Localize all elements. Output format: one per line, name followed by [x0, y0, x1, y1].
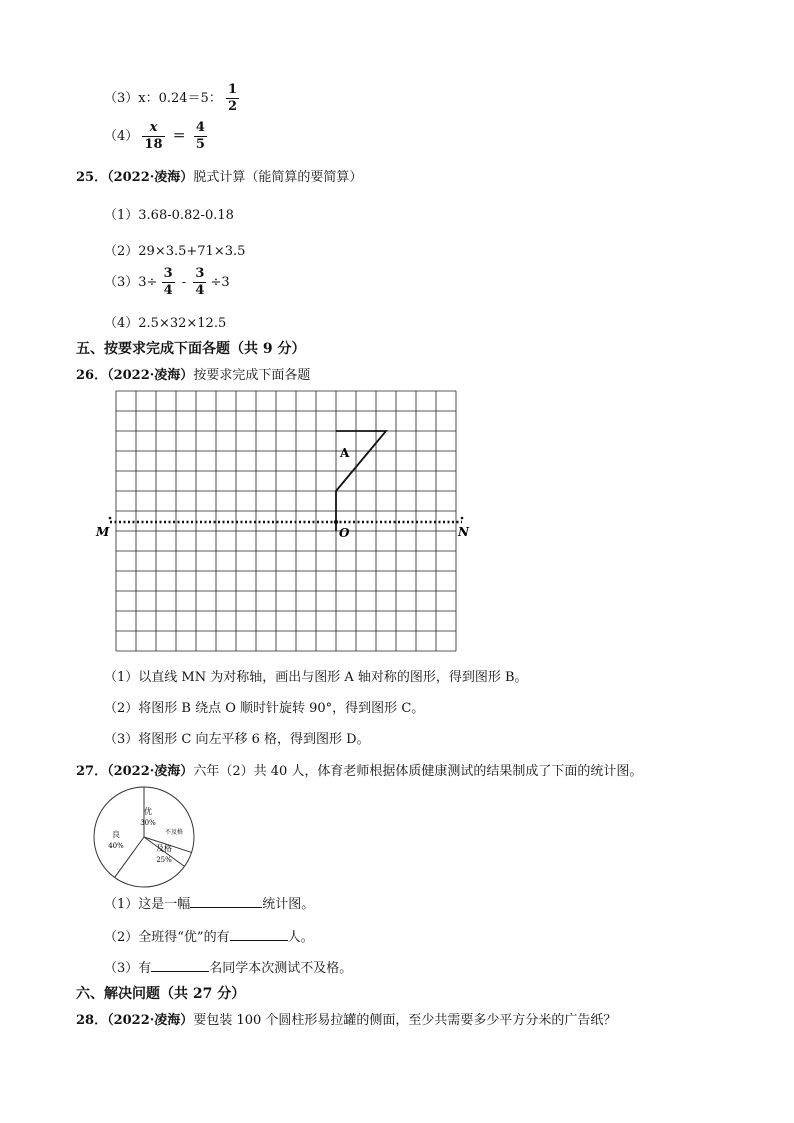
point-o: [334, 520, 338, 524]
fraction: $\frac{3}{4}$: [195, 266, 205, 298]
question-title: 按要求完成下面各题: [193, 368, 311, 383]
q26-heading: [76, 364, 310, 383]
question-source: （2022·凌海）: [107, 170, 194, 185]
q26-item2: （2）将图形 B 绕点 O 顺时针旋转 90°，得到图形 C。: [104, 701, 425, 716]
q26-item3: （3）将图形 C 向左平移 6 格，得到图形 D。: [104, 732, 370, 747]
question-number: 25．: [76, 170, 108, 185]
slice-label-pass: 及格: [156, 844, 172, 853]
label-n: N: [458, 525, 469, 539]
question-title: 六年（2）共 40 人，体育老师根据体质健康测试的结果制成了下面的统计图。: [193, 764, 643, 779]
slice-pct-excellent: 30%: [140, 819, 156, 827]
question-source: （2022·凌海）: [107, 764, 194, 779]
label-a: A: [340, 446, 350, 460]
q25-item4: （4）2.5×32×12.5: [104, 316, 227, 331]
question-title: 脱式计算（能简算的要简算）: [193, 170, 363, 185]
question-title: 要包装 100 个圆柱形易拉罐的侧面，至少共需要多少平方分米的广告纸？: [193, 1013, 617, 1028]
point-n: [461, 517, 464, 520]
section-title: 六、解决问题（共 27 分）: [76, 986, 246, 1002]
q24-item3-label: （3）x：0.24＝5：: [104, 91, 222, 106]
question-source: （2022·凌海）: [107, 1013, 194, 1028]
question-source: （2022·凌海）: [107, 368, 194, 383]
slice-label-good: 良: [112, 830, 120, 839]
fraction: $\frac{4}{5}$: [195, 120, 205, 152]
label-m: M: [96, 525, 110, 539]
q25-item3: （3）3÷ $\frac{3}{4}$ - $\frac{3}{4}$ ÷3: [104, 266, 230, 298]
q24-item3: [104, 82, 239, 116]
question-number: 28．: [76, 1013, 108, 1028]
q27-item2: （2）全班得“优”的有 人。: [104, 926, 314, 945]
slice-label-excellent: 优: [144, 807, 152, 816]
q26-item1: （1）以直线 MN 为对称轴，画出与图形 A 轴对称的图形，得到图形 B。: [104, 670, 528, 685]
slice-label-fail: 不及格: [164, 829, 184, 836]
answer-blank[interactable]: [151, 958, 209, 972]
q25-item1: （1）3.68-0.82-0.18: [104, 208, 234, 223]
pie-chart: [92, 785, 196, 889]
q27-item1: （1）这是一幅 统计图。: [104, 893, 314, 912]
grid-figure: [90, 385, 480, 660]
point-m: [109, 517, 112, 520]
q25-heading: [76, 166, 362, 185]
answer-blank[interactable]: [190, 894, 262, 908]
slice-pct-pass: 25%: [156, 856, 172, 864]
section-title: 五、按要求完成下面各题（共 9 分）: [76, 341, 306, 357]
label-o: O: [339, 526, 350, 540]
question-number: 27．: [76, 764, 108, 779]
q28-heading: [76, 1009, 616, 1028]
fraction: $\frac{3}{4}$: [163, 266, 173, 298]
q27-heading: [76, 760, 642, 779]
answer-blank[interactable]: [230, 927, 288, 941]
fraction: $\frac{x}{18}$: [144, 120, 163, 152]
q27-item3: （3）有 名同学本次测试不及格。: [104, 957, 352, 976]
slice-pct-good: 40%: [108, 842, 124, 850]
fraction: $\frac{1}{2}$: [227, 82, 238, 114]
q25-item2: （2）29×3.5+71×3.5: [104, 244, 246, 259]
q24-item4-label: （4）: [104, 129, 139, 144]
q24-item4: （4） $\frac{x}{18}$ ＝ $\frac{4}{5}$: [104, 120, 205, 152]
question-number: 26．: [76, 368, 108, 383]
